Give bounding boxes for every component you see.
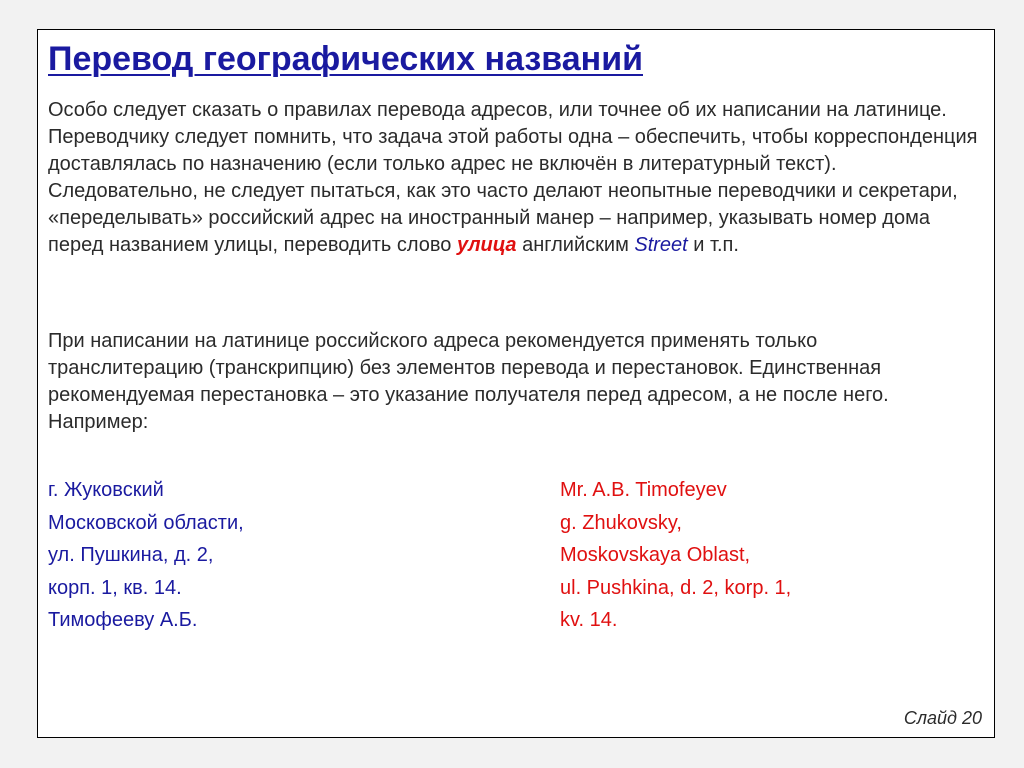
address-en-line: kv. 14. bbox=[560, 609, 618, 631]
paragraph-text: английским bbox=[516, 234, 635, 256]
paragraph-text: и т.п. bbox=[687, 234, 739, 256]
paragraph-transliteration: При написании на латинице российского адреса рекомендуется применять только транслитерацию (транскрипцию) без элементов перевода и перестановок. Единственная рекомендуемая перестановка – это указание получателя перед адресом, а не после него. Например: bbox=[48, 330, 889, 433]
address-en-line: Mr. A.B. Timofeyev bbox=[560, 479, 727, 501]
paragraph-text: Особо следует сказать о правилах перевода адресов, или точнее об их написании на латинице. Переводчику следует помнить, что задача этой работы одна – обеспечить, чтобы корреспонденция доставлялась по назначению (если только адрес не включён в литературный текст). Следовательно, не следует пытаться, как это часто делают неопытные переводчики и секретари, «переделывать» российский адрес на иностранный манер – например, указывать номер дома перед названием улицы, переводить слово bbox=[48, 99, 978, 256]
address-en-line: Moskovskaya Oblast, bbox=[560, 544, 751, 566]
address-ru-line: ул. Пушкина, д. 2, bbox=[48, 544, 214, 566]
address-ru-line: Тимофееву А.Б. bbox=[48, 609, 198, 631]
address-russian bbox=[48, 474, 244, 637]
address-en-line: g. Zhukovsky, bbox=[560, 511, 682, 534]
slide-title: Перевод географических названий bbox=[48, 40, 643, 78]
address-latin bbox=[560, 474, 791, 637]
highlight-word-street: Street bbox=[634, 234, 688, 256]
slide-number: Слайд 20 bbox=[903, 708, 982, 728]
address-ru-line: г. Жуковский bbox=[48, 479, 164, 501]
address-en-line: ul. Pushkina, d. 2, korp. 1, bbox=[560, 576, 792, 599]
paragraph-address-rules bbox=[48, 97, 978, 259]
address-ru-line: Московской области, bbox=[48, 511, 244, 534]
address-ru-line: корп. 1, кв. 14. bbox=[48, 576, 182, 599]
highlight-word-ulitsa: улица bbox=[456, 234, 517, 256]
slide bbox=[37, 29, 995, 738]
